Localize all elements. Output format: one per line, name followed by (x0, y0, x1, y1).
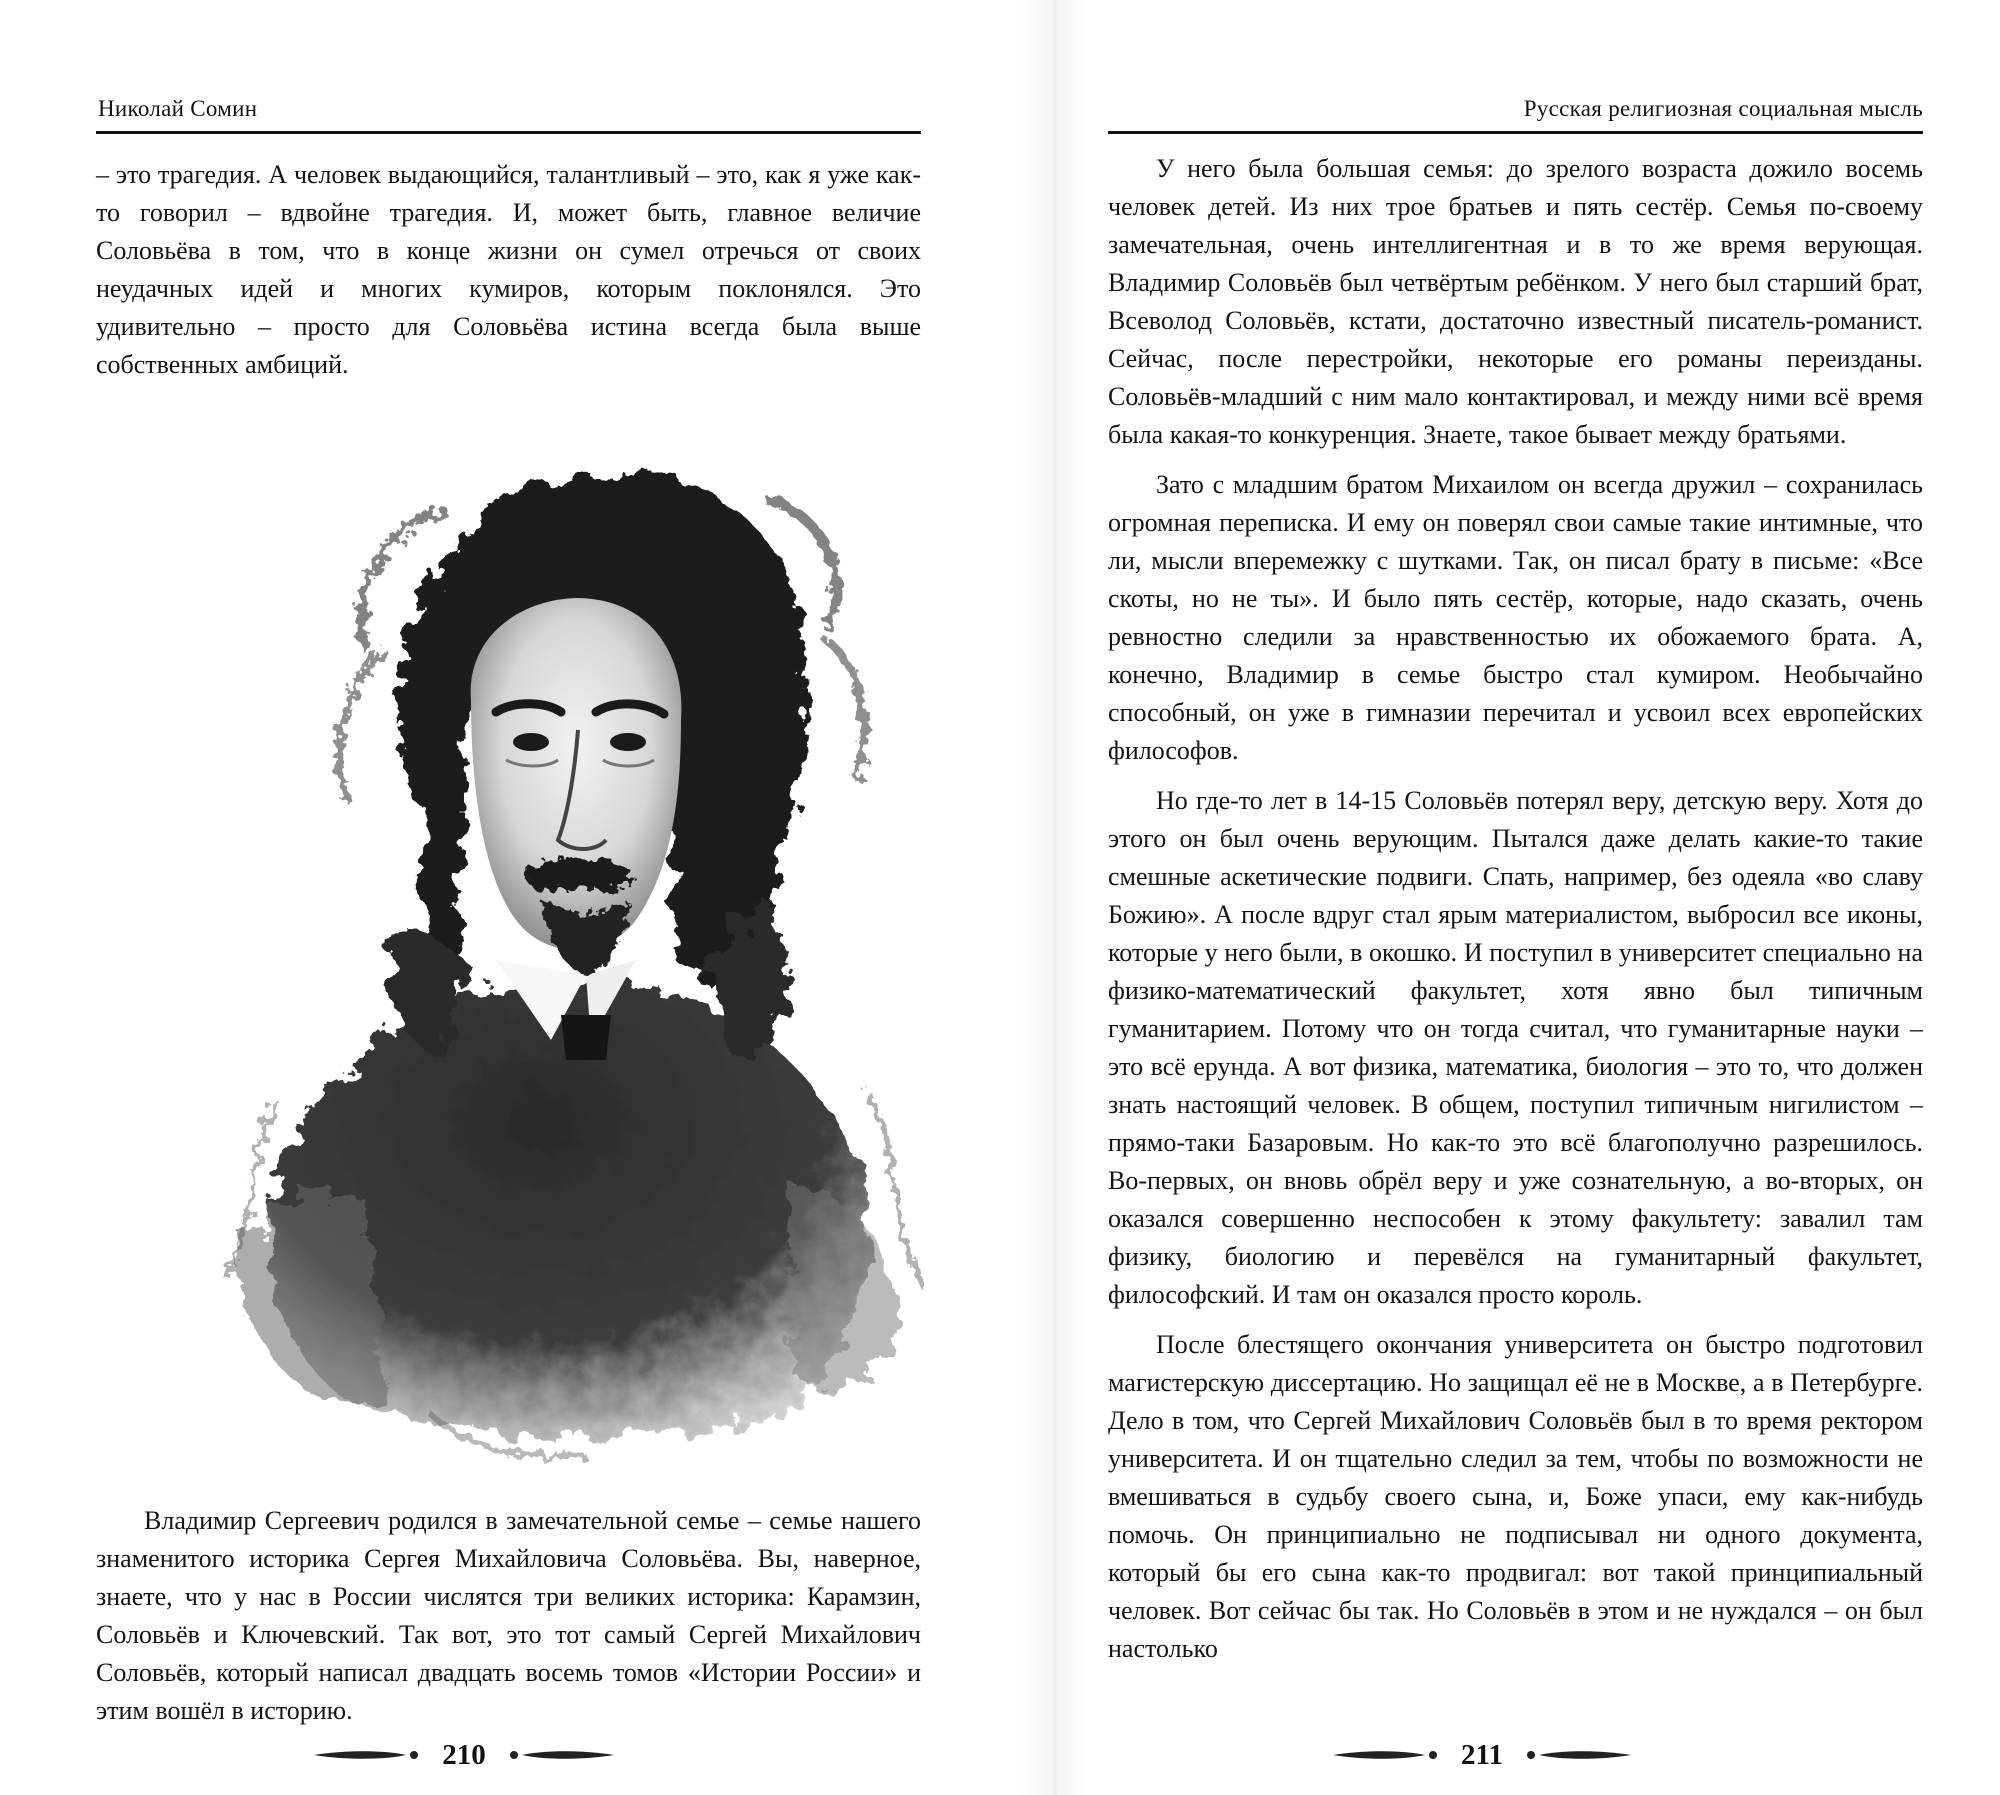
page-number-left (274, 1735, 654, 1775)
page-number-right (1292, 1735, 1672, 1775)
left-bottom-text (96, 1502, 921, 1742)
paragraph: После блестящего окончания университета он быстро подготовил магистерскую диссертацию. Но защищал её не в Москве, а в Петербурге. Дело в том, что Сергей Михайлович Соловьёв был в то время ректором университета. И он тщательно следил за тем, чтобы по возможности не вмешиваться в судьбу своего сына, и, Боже упаси, ему как-нибудь помочь. Он принципиально не подписывал ни одного документа, который бы его сына как-то продвигал: вот такой принципиальный человек. Вот сейчас бы так. Но Соловьёв в этом и не нуждался – он был настолько (1108, 1330, 1923, 1663)
page-number: 210 (442, 1738, 486, 1771)
ornament-right-icon (504, 1748, 614, 1762)
right-main-text (1108, 150, 1923, 1680)
paragraph: Владимир Сергеевич родился в замечательной семье – семье нашего знаменитого историка Сергея Михайловича Соловьёва. Вы, наверное, знаете, что у нас в России числятся три великих историка: Карамзин, Соловьёв и Ключевский. Так вот, это тот самый Сергей Михайлович Соловьёв, который написал двадцать восемь томов «Истории России» и этим вошёл в историю. (96, 1506, 921, 1725)
header-rule (96, 131, 921, 134)
paragraph: У него была большая семья: до зрелого возраста дожило восемь человек детей. Из них трое братьев и пять сестёр. Семья по-своему замечательная, очень интеллигентная и в то же время верующая. Владимир Соловьёв был четвёртым ребёнком. У него был старший брат, Всеволод Соловьёв, кстати, достаточно известный писатель-романист. Сейчас, после перестройки, некоторые его романы переизданы. Соловьёв-младший с ним мало контактировал, и между ними всё время была какая-то конкуренция. Знаете, такое бывает между братьями. (1108, 154, 1923, 449)
page-number: 211 (1461, 1738, 1503, 1771)
ornament-right-icon (1521, 1748, 1631, 1762)
portrait-illustration (166, 400, 946, 1470)
ornament-left-icon (1333, 1748, 1443, 1762)
running-head-author: Николай Сомин (98, 96, 258, 121)
paragraph: Но где-то лет в 14-15 Соловьёв потерял веру, детскую веру. Хотя до этого он был очень верующим. Пытался даже делать какие-то такие смешные аскетические подвиги. Спать, например, без одеяла «во славу Божию». А после вдруг стал ярым материалистом, выбросил все иконы, которые у него были, в окошко. И поступил в университет специально на физико-математический факультет, хотя явно был типичным гуманитарием. Потому что он тогда считал, что гуманитарные науки – это всё ерунда. А вот физика, математика, биология – это то, что должен знать настоящий человек. В общем, поступил типичным нигилистом – прямо-таки Базаровым. Но как-то это всё благополучно разрешилось. Во-первых, он вновь обрёл веру и уже сознательную, а во-вторых, он оказался совершенно неспособен к этому факультету: завалил там физику, биологию и перевёлся на гуманитарный факультет, философский. И там он оказался просто король. (1108, 786, 1923, 1309)
left-top-text (96, 156, 921, 396)
right-page (1108, 0, 1923, 1795)
ornament-left-icon (314, 1748, 424, 1762)
paragraph: – это трагедия. А человек выдающийся, талантливый – это, как я уже как-то говорил – вдвойне трагедия. И, может быть, главное величие Соловьёва в том, что в конце жизни он сумел отречься от своих неудачных идей и многих кумиров, которым поклонялся. Это удивительно – просто для Соловьёва истина всегда была выше собственных амбиций. (96, 160, 921, 379)
header-rule (1108, 131, 1923, 134)
running-head-title: Русская религиозная социальная мысль (1523, 96, 1923, 121)
left-page (96, 0, 921, 1795)
paragraph: Зато с младшим братом Михаилом он всегда дружил – сохранилась огромная переписка. И ему он поверял свои самые такие интимные, что ли, мысли вперемежку с шутками. Так, он писал брату в письме: «Все скоты, но не ты». И было пять сестёр, которые, надо сказать, очень ревностно следили за нравственностью их обожаемого брата. А, конечно, Владимир в семье быстро стал кумиром. Необычайно способный, он уже в гимназии перечитал и усвоил всех европейских философов. (1108, 470, 1923, 765)
book-gutter (1020, 0, 1090, 1795)
